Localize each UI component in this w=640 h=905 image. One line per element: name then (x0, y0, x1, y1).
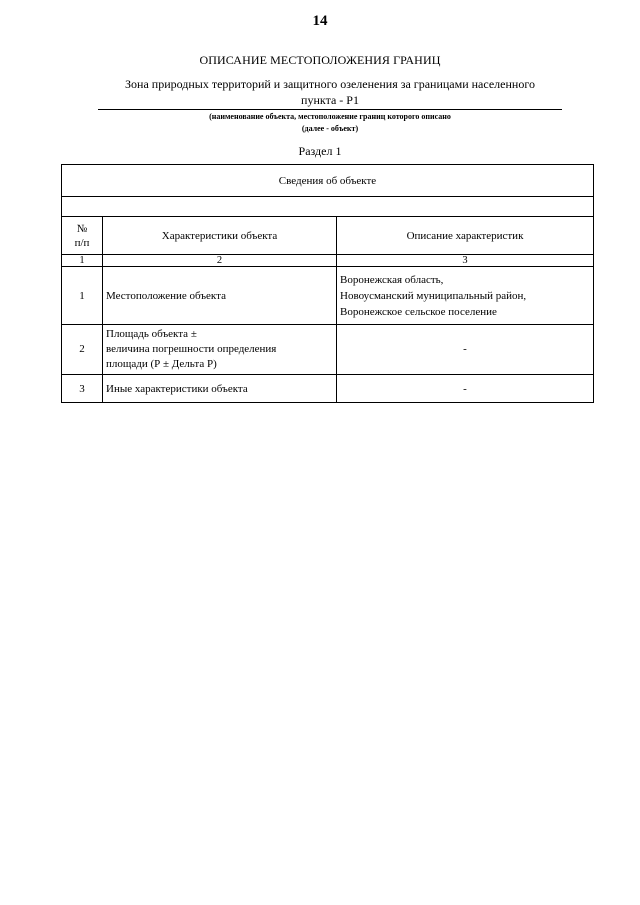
row-description: - (337, 375, 594, 403)
row-characteristic (103, 325, 337, 375)
object-name (98, 76, 562, 108)
row-number: 2 (62, 325, 103, 375)
table-empty-row (62, 197, 594, 217)
column-number-row (62, 255, 594, 267)
caption-line-2: (далее - объект) (301, 124, 359, 133)
section-title: Раздел 1 (298, 144, 342, 158)
header-description-cell: Описание характеристик (337, 217, 594, 255)
caption-line-1: (наименование объекта, местоположение границ которого описано (209, 112, 451, 121)
table-row (62, 375, 594, 403)
header-characteristics-cell: Характеристики объекта (103, 217, 337, 255)
table-header-row (62, 217, 594, 255)
header-num-cell (62, 217, 103, 255)
row-description (337, 267, 594, 325)
characteristic-line-1: Площадь объекта ± (106, 328, 197, 340)
characteristic-line-2: величина погрешности определения (106, 343, 277, 355)
table-title-cell: Сведения об объекте (62, 165, 594, 197)
table-title-row (62, 165, 594, 197)
object-name-line-1: Зона природных территорий и защитного озеленения за границами населенного (125, 77, 535, 91)
description-line-3: Воронежское сельское поселение (340, 305, 497, 318)
row-number: 1 (62, 267, 103, 325)
object-info-table (61, 164, 594, 403)
description-line-2: Новоусманский муниципальный район, (340, 289, 527, 302)
row-characteristic: Иные характеристики объекта (103, 375, 337, 403)
table-row (62, 325, 594, 375)
object-name-caption (98, 111, 562, 135)
header-num-line-1: № (76, 222, 88, 235)
table-empty-cell (62, 197, 594, 217)
column-number-3: 3 (337, 255, 594, 267)
page-number: 14 (312, 13, 328, 29)
object-name-underline (98, 109, 562, 110)
description-line-1: Воронежская область, (340, 273, 444, 286)
row-characteristic: Местоположение объекта (103, 267, 337, 325)
characteristic-line-3: площади (Р ± Дельта Р) (106, 358, 217, 370)
column-number-2: 2 (103, 255, 337, 267)
object-name-line-2: пункта - Р1 (301, 93, 359, 107)
header-num-line-2: п/п (74, 236, 90, 249)
row-number: 3 (62, 375, 103, 403)
document-title: ОПИСАНИЕ МЕСТОПОЛОЖЕНИЯ ГРАНИЦ (199, 53, 441, 67)
column-number-1: 1 (62, 255, 103, 267)
table-row (62, 267, 594, 325)
row-description: - (337, 325, 594, 375)
